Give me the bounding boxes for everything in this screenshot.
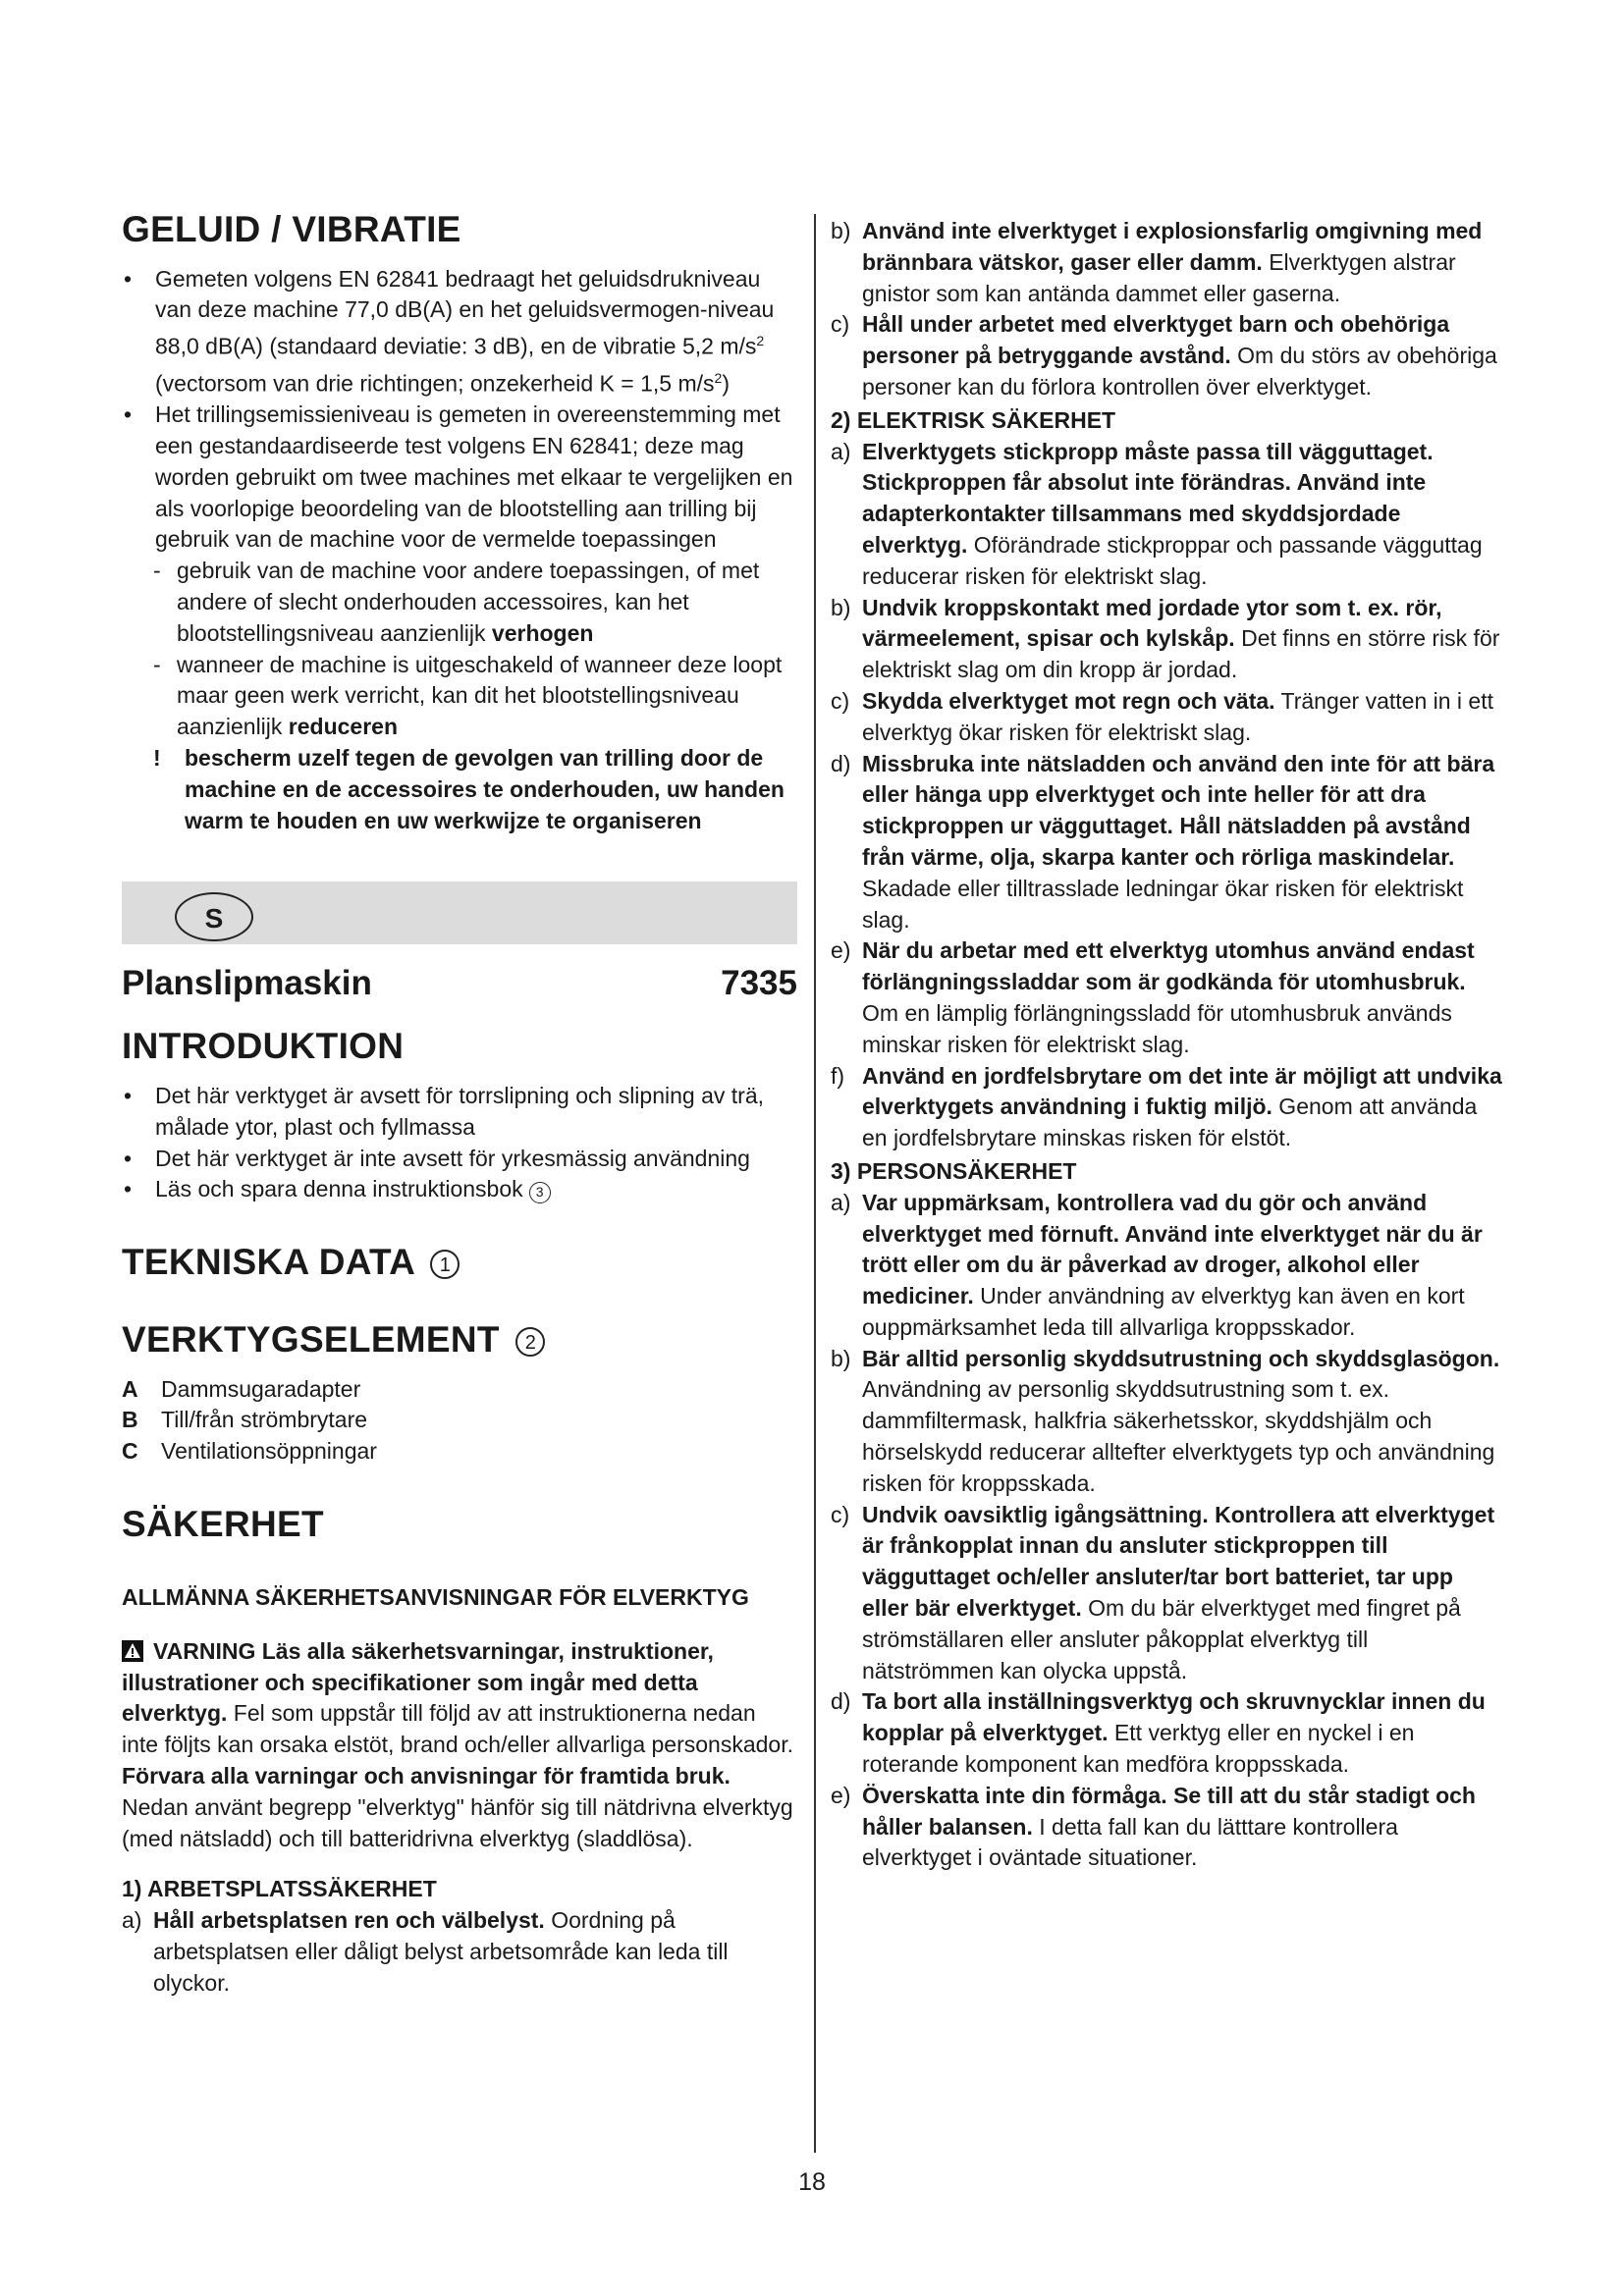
product-name: Planslipmaskin (122, 964, 372, 1003)
right-column (831, 216, 1502, 1874)
figure-ref-3: 3 (529, 1182, 551, 1203)
left-column (122, 210, 797, 1999)
page-number: 18 (798, 2168, 826, 2196)
language-bar (122, 881, 797, 944)
geluid-heading: GELUID / VIBRATIE (122, 209, 461, 249)
tekniska-heading: TEKNISKA DATA 1 (122, 1243, 797, 1283)
electrical-item-c: c) Skydda elverktyget mot regn och väta. Tränger vatten in i ett elverktyg ökar risken för elektriskt slag. (831, 687, 1493, 745)
sakerhet-heading: SÄKERHET (122, 1503, 324, 1544)
geluid-list (122, 264, 797, 556)
workplace-safety-item-a: a) Håll arbetsplatsen ren och välbelyst. Oordning på arbetsplatsen eller dåligt belyst arbetsområde kan leda till olyckor. (122, 1907, 729, 1996)
geluid-dash-2: - wanneer de machine is uitgeschakeld of wanneer deze loopt maar geen werk verricht, kan dit het blootstellingsniveau aanzienlijk reduceren (153, 651, 783, 740)
workplace-safety-heading: 1) ARBETSPLATSSÄKERHET (122, 1876, 437, 1902)
figure-ref-1: 1 (430, 1250, 460, 1279)
language-badge: S (175, 892, 253, 941)
verktyg-heading: VERKTYGSELEMENT 2 (122, 1320, 797, 1361)
component-b: B Till/från strömbrytare (122, 1407, 368, 1433)
personal-safety-heading: 3) PERSONSÄKERHET (831, 1157, 1077, 1184)
electrical-item-f: f) Använd en jordfelsbrytare om det inte är möjligt att undvika elverktygets användning i fuktig miljö. Genom att använda en jordfelsbrytare minskas risken för elstöt. (831, 1062, 1502, 1151)
geluid-dash-1: - gebruik van de machine voor andere toepassingen, of met andere of slecht onderhouden accessoires, kan het blootstellingsniveau aanzienlijk verhogen (153, 558, 760, 646)
workplace-safety-item-c: c) Håll under arbetet med elverktyget barn och obehöriga personer på betryggande avstånd. Om du störs av obehöriga personer kan du förlora kontrollen över elverktyget. (831, 311, 1497, 400)
geluid-bullet-2: • Het trillingsemissieniveau is gemeten in overeenstemming met een gestandaardiseerde test volgens EN 62841; deze mag worden gebruikt om twee machines met elkaar te vergelijken en als voorlopige beoordeling van de blootstelling aan trilling bij gebruik van de machine voor de vermelde toepassingen (122, 400, 797, 556)
electrical-item-e: e) När du arbetar med ett elverktyg utomhus använd endast förlängningssladdar som är godkända för utomhusbruk. Om en lämplig förlängningssladd för utomhusbruk används minskar risken för elektriskt slag. (831, 937, 1475, 1057)
column-divider (814, 214, 816, 2153)
geluid-bullet-1: • Gemeten volgens EN 62841 bedraagt het geluidsdrukniveau van deze machine 77,0 dB(A) en het geluidsvermogen-niveau 88,0 dB(A) (standaard deviatie: 3 dB), en de vibratie 5,2 $m/s^2$ (vectorsom van drie richtingen; onzekerheid K = 1,5 $m/s^2$) (122, 264, 797, 400)
component-list (122, 1374, 797, 1468)
intro-list (122, 1081, 797, 1205)
general-warning-paragraph: VARNING Läs alla säkerhetsvarningar, instruktioner, illustrationer och specifikationer som ingår med detta elverktyg. Fel som uppstår till följd av att instruktionerna nedan inte följts kan orsaka elstöt, brand och/eller allvarliga personskador. Förvara alla varningar och anvisningar för framtida bruk. Nedan använt begrepp "elverktyg" hänför sig till nätdrivna elverktyg (med nätsladd) och till batteridrivna elverktyg (sladdlösa). (122, 1637, 793, 1851)
component-c: C Ventilationsöppningar (122, 1438, 377, 1465)
intro-heading: INTRODUKTION (122, 1026, 405, 1067)
geluid-dash-list (122, 556, 797, 743)
personal-item-d: d) Ta bort alla inställningsverktyg och skruvnycklar innen du kopplar på elverktyget. Ett verktyg eller en nyckel i en roterande komponent kan medföra kroppsskada. (831, 1688, 1486, 1778)
electrical-item-b: b) Undvik kroppskontakt med jordade ytor som t. ex. rör, värmeelement, spisar och kylskåp. Det finns en större risk för elektriskt slag om din kropp är jordad. (831, 594, 1500, 683)
personal-item-a: a) Var uppmärksam, kontrollera vad du gör och använd elverktyget med förnuft. Använd inte elverktyget när du är trött eller om du är påverkad av droger, alkohol eller mediciner. Under användning av elverktyg kan även en kort ouppmärksamhet leda till allvarliga kroppsskador. (831, 1189, 1483, 1340)
personal-item-b: b) Bär alltid personlig skyddsutrustning och skyddsglasögon. Användning av personlig skyddsutrustning som t. ex. dammfiltermask, halkfria säkerhetsskor, skyddshjälm och hörselskydd reducerar alltefter elverktygets typ och användning risken för kroppsskada. (831, 1345, 1500, 1496)
general-safety-subheading: ALLMÄNNA SÄKERHETSANVISNINGAR FÖR ELVERKTYG (122, 1583, 749, 1610)
intro-item-1: • Det här verktyget är avsett för torrslipning och slipning av trä, målade ytor, plast och fyllmassa (122, 1081, 797, 1144)
figure-ref-2: 2 (515, 1327, 545, 1357)
warning-book-icon (122, 1640, 143, 1662)
product-number: 7335 (721, 964, 797, 1003)
electrical-item-d: d) Missbruka inte nätsladden och använd den inte för att bära eller hänga upp elverktyget och inte heller för att dra stickproppen ur vägguttaget. Håll nätsladden på avstånd från värme, olja, skarpa kanter och rörliga maskindelar. Skadade eller tilltrasslade ledningar ökar risken för elektriskt slag. (831, 750, 1495, 933)
intro-item-3: • Läs och spara denna instruktionsbok 3 (122, 1174, 797, 1205)
intro-item-2: • Det här verktyget är inte avsett för yrkesmässig användning (122, 1144, 797, 1175)
personal-item-c: c) Undvik oavsiktlig igångsättning. Kontrollera att elverktyget är frånkopplat innan du ansluter stickproppen till vägguttaget och/eller ansluter/tar bort batteriet, tar upp eller bär elverktyget. Om du bär elverktyget med fingret på strömställaren eller ansluter påkopplat elverktyg till nätströmmen kan olycka uppstå. (831, 1501, 1495, 1683)
electrical-item-a: a) Elverktygets stickpropp måste passa till vägguttaget. Stickproppen får absolut inte förändras. Använd inte adapterkontakter tillsammans med skyddsjordade elverktyg. Oförändrade stickproppar och passande vägguttag reducerar risken för elektriskt slag. (831, 438, 1483, 589)
electrical-safety-heading: 2) ELEKTRISK SÄKERHET (831, 406, 1116, 433)
personal-item-e: e) Överskatta inte din förmåga. Se till att du står stadigt och håller balansen. I detta fall kan du lätttare kontrollera elverktyget i oväntade situationer. (831, 1782, 1476, 1871)
component-a: A Dammsugaradapter (122, 1375, 361, 1402)
vibration-warning: ! bescherm uzelf tegen de gevolgen van trilling door de machine en de accessoires te onderhouden, uw handen warm te houden en uw werkwijze te organiseren (153, 744, 785, 833)
product-title-row (122, 964, 797, 1003)
workplace-safety-item-b: b) Använd inte elverktyget i explosionsfarlig omgivning med brännbara vätskor, gaser eller damm. Elverktygen alstrar gnistor som kan antända dammet eller gaserna. (831, 218, 1483, 306)
